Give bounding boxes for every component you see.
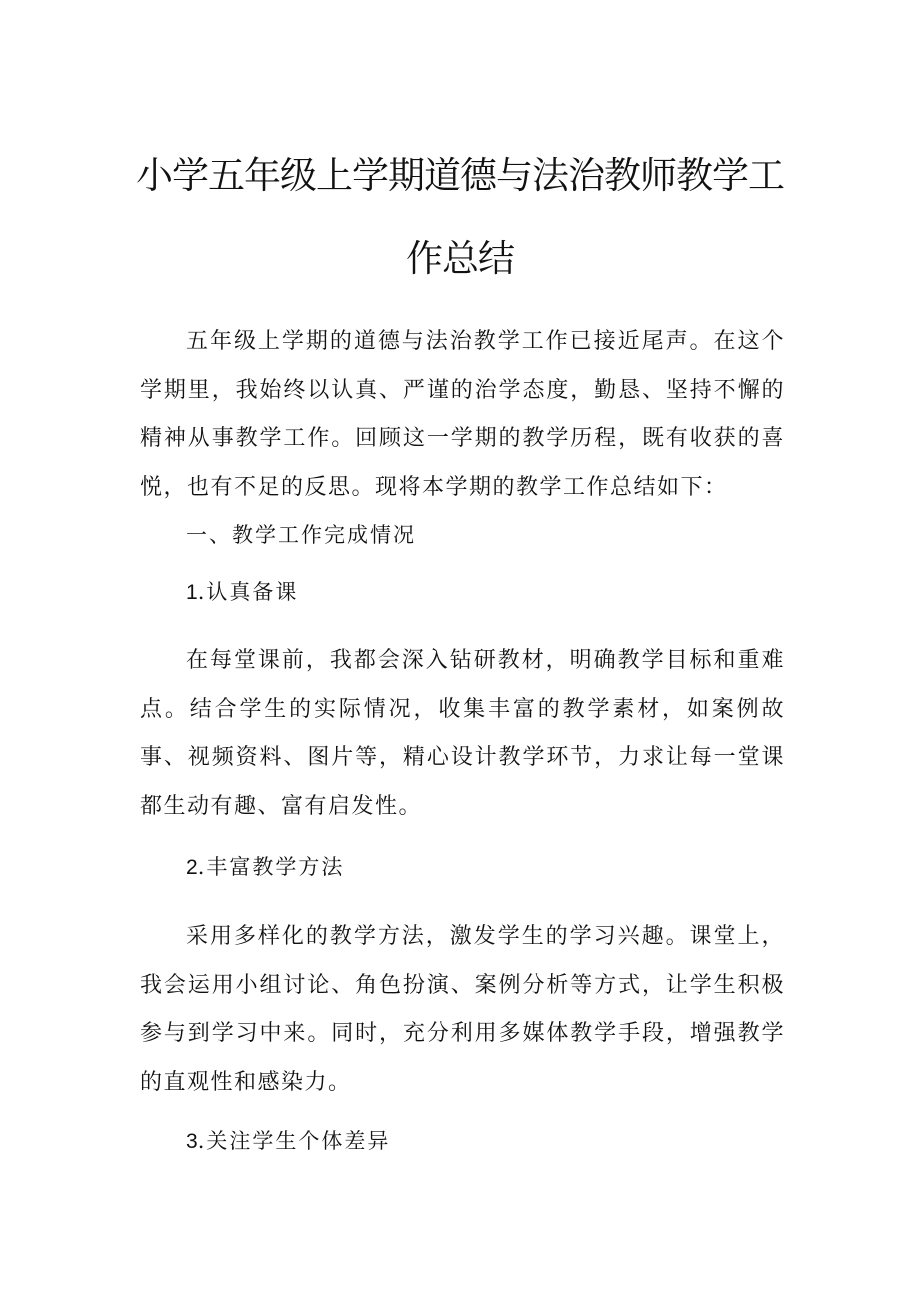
item-body-1: 在每堂课前，我都会深入钻研教材，明确教学目标和重难点。结合学生的实际情况，收集丰富的教学素材，如案例故事、视频资料、图片等，精心设计教学环节，力求让每一堂课都生动有趣、富有启发性。 — [140, 648, 785, 819]
item-heading-3 — [186, 1125, 390, 1155]
item-number-1: 1 — [186, 581, 198, 604]
document-title-line-2: 作总结 — [406, 237, 514, 280]
item-heading-text-1: .认真备课 — [197, 580, 299, 604]
item-heading-text-3: .关注学生个体差异 — [197, 1129, 391, 1153]
document-title-line-1: 小学五年级上学期道德与法治教师教学工 — [136, 154, 784, 197]
intro-paragraph: 五年级上学期的道德与法治教学工作已接近尾声。在这个学期里，我始终以认真、严谨的治学态度，勤恳、坚持不懈的精神从事教学工作。回顾这一学期的教学历程，既有收获的喜悦，也有不足的反思。现将本学期的教学工作总结如下： — [140, 329, 785, 500]
item-number-2: 2 — [186, 856, 198, 879]
item-body-2: 采用多样化的教学方法，激发学生的学习兴趣。课堂上，我会运用小组讨论、角色扮演、案例分析等方式，让学生积极参与到学习中来。同时，充分利用多媒体教学手段，增强教学的直观性和感染力。 — [140, 924, 785, 1095]
item-number-3: 3 — [186, 1130, 198, 1153]
item-heading-2 — [186, 851, 344, 881]
section-heading-1: 一、教学工作完成情况 — [186, 523, 416, 547]
item-heading-1 — [186, 576, 298, 606]
item-heading-text-2: .丰富教学方法 — [197, 855, 345, 879]
